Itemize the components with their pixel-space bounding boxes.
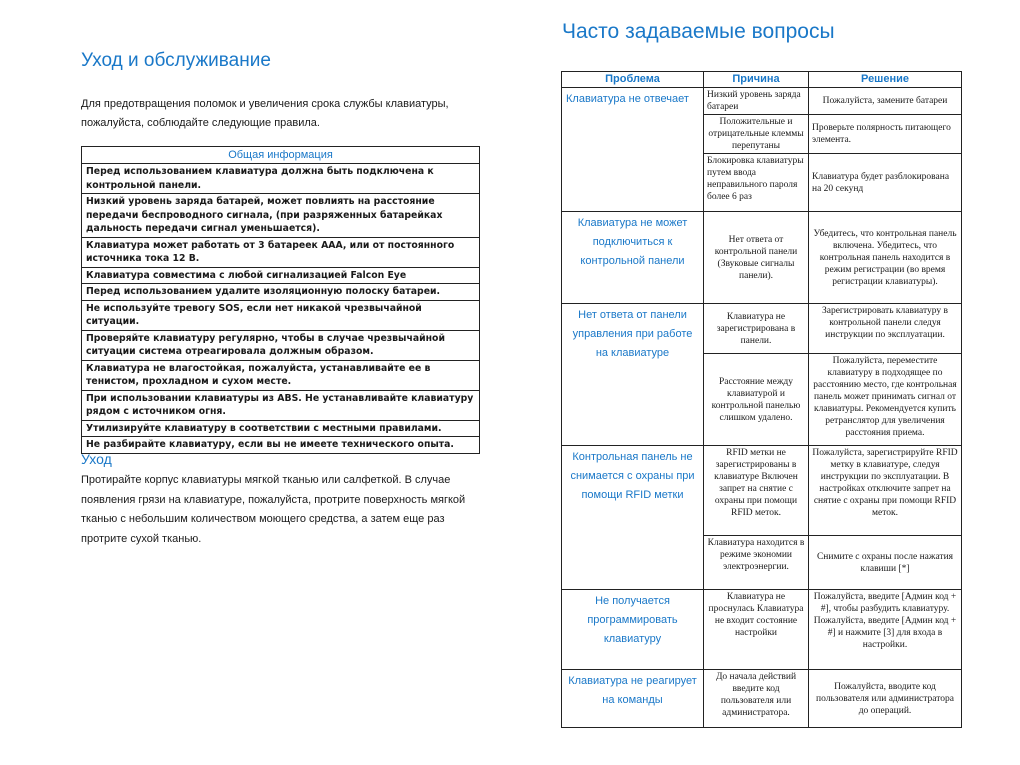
cleaning-paragraph: Протирайте корпус клавиатуры мягкой тканью или салфеткой. В случае появления грязи на клавиатуре, пожалуйста, протрите поверхность мягкой тканью с небольшим количеством моющего средства, а затем еще раз протрите сухой тканью. [81,474,466,545]
info-rule: Клавиатура может работать от 3 батареек AAA, или от постоянного источника тока 12 В. [82,237,480,267]
faq-cause: Нет ответа от контрольной панели (Звуковые сигналы панели). [704,212,809,304]
faq-solution: Клавиатура будет разблокирована на 20 секунд [809,154,962,212]
general-info-table [81,146,480,454]
faq-problem: Клавиатура не отвечает [562,88,704,212]
info-table-header: Общая информация [82,147,480,164]
info-rule: Перед использованием клавиатура должна быть подключена к контрольной панели. [82,164,480,194]
faq-header-solution: Решение [809,72,962,88]
info-rule: Не разбирайте клавиатуру, если вы не имеете технического опыта. [82,437,480,454]
faq-problem: Клавиатура не может подключиться к контрольной панели [562,212,704,304]
faq-solution: Пожалуйста, введите [Админ код + #], чтобы разбудить клавиатуру. Пожалуйста, введите [Админ код + #] и нажмите [3] для входа в настройки. [809,590,962,670]
faq-header-problem: Проблема [562,72,704,88]
faq-solution: Пожалуйста, переместите клавиатуру в подходящее по расстоянию место, где контрольная панель может принимать сигнал от клавиатуры. Рекомендуется купить ретранслятор для увеличения расстояния приема. [809,354,962,446]
faq-solution: Пожалуйста, зарегистрируйте RFID метку в клавиатуре, следуя инструкции по эксплуатации. В настройках отключите запрет на снятие с охраны при помощи RFID меток. [809,446,962,536]
section-title-care: Уход и обслуживание [81,50,271,71]
faq-problem: Нет ответа от панели управления при работе на клавиатуре [562,304,704,446]
faq-cause: RFID метки не зарегистрированы в клавиатуре Включен запрет на снятие с охраны при помощи RFID меток. [704,446,809,536]
info-rule: При использовании клавиатуры из ABS. Не устанавливайте клавиатуру рядом с источником огня. [82,390,480,420]
faq-solution: Проверьте полярность питающего элемента. [809,115,962,154]
faq-solution: Зарегистрировать клавиатуру в контрольной панели следуя инструкции по эксплуатации. [809,304,962,354]
info-rule: Перед использованием удалите изоляционную полоску батареи. [82,284,480,301]
info-rule: Клавиатура не влагостойкая, пожалуйста, устанавливайте ее в тенистом, прохладном и сухом месте. [82,360,480,390]
info-rule: Утилизируйте клавиатуру в соответствии с местными правилами. [82,420,480,437]
faq-table [561,71,962,728]
faq-cause: Клавиатура не зарегистрирована в панели. [704,304,809,354]
info-rule: Не используйте тревогу SOS, если нет никакой чрезвычайной ситуации. [82,300,480,330]
faq-solution: Снимите с охраны после нажатия клавиши [*] [809,536,962,590]
faq-cause: Расстояние между клавиатурой и контрольной панелью слишком удалено. [704,354,809,446]
faq-solution: Пожалуйста, замените батареи [809,88,962,115]
faq-cause: Низкий уровень заряда батареи [704,88,809,115]
info-rule: Низкий уровень заряда батарей, может повлиять на расстояние передачи беспроводного сигнала, (при разряженных батарейках дальность передачи сигнал уменьшается). [82,194,480,238]
faq-cause: До начала действий введите код пользователя или администратора. [704,670,809,728]
faq-problem: Контрольная панель не снимается с охраны при помощи RFID метки [562,446,704,590]
info-rule: Проверяйте клавиатуру регулярно, чтобы в случае чрезвычайной ситуации система отреагировала должным образом. [82,330,480,360]
faq-cause: Положительные и отрицательные клеммы перепутаны [704,115,809,154]
faq-header-cause: Причина [704,72,809,88]
faq-cause: Блокировка клавиатуры путем ввода неправильного пароля более 6 раз [704,154,809,212]
faq-solution: Убедитесь, что контрольная панель включена. Убедитесь, что контрольная панель находится в режим регистрации (во время регистрации клавиатуры). [809,212,962,304]
info-rule: Клавиатура совместима с любой сигнализацией Falcon Eye [82,267,480,284]
intro-paragraph: Для предотвращения поломок и увеличения срока службы клавиатуры, пожалуйста, соблюдайте следующие правила. [81,98,449,129]
faq-solution: Пожалуйста, вводите код пользователя или администратора до операций. [809,670,962,728]
faq-cause: Клавиатура не проснулась Клавиатура не входит состояние настройки [704,590,809,670]
faq-problem: Не получается программировать клавиатуру [562,590,704,670]
section-title-cleaning: Уход [81,451,112,467]
faq-problem: Клавиатура не реагирует на команды [562,670,704,728]
faq-cause: Клавиатура находится в режиме экономии электроэнергии. [704,536,809,590]
faq-title: Часто задаваемые вопросы [562,20,835,43]
